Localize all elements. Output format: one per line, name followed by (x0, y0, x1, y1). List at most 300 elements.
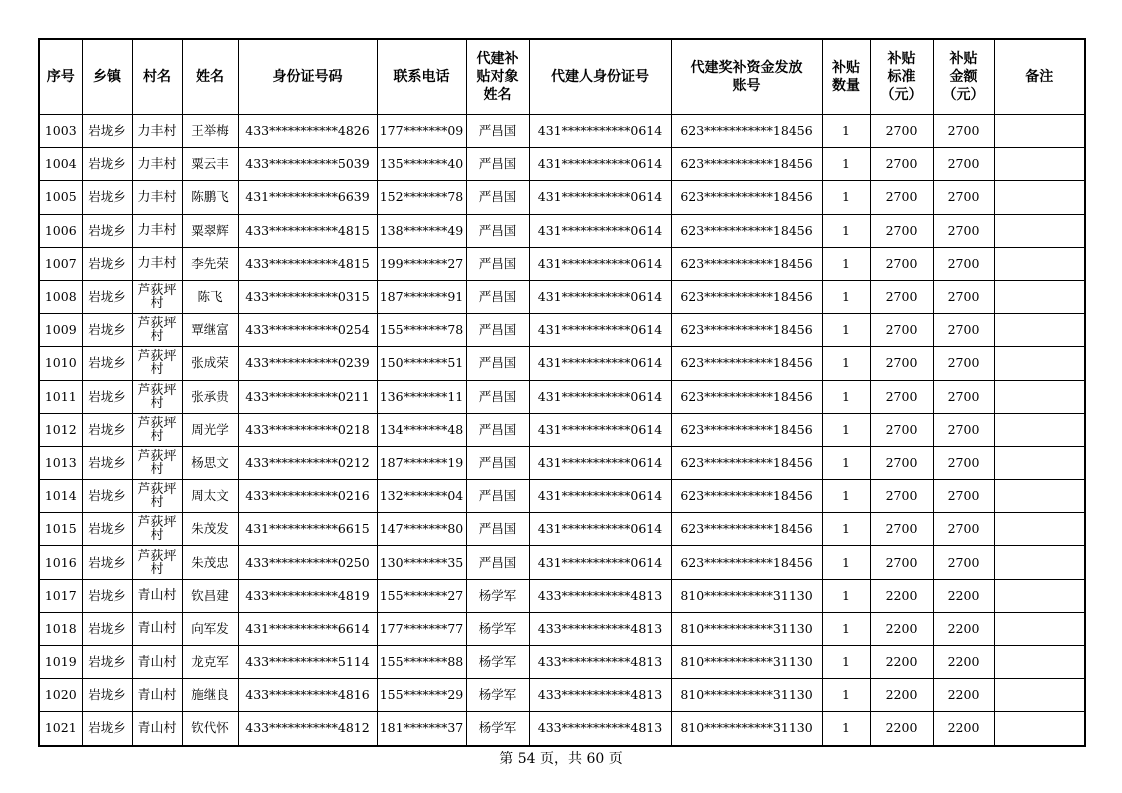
cell-col-builder-id: 433***********4813 (529, 712, 671, 746)
cell-col-phone: 187*******91 (377, 280, 466, 313)
cell-col-builder-id: 431***********0614 (529, 314, 671, 347)
cell-col-standard: 2700 (870, 181, 933, 214)
cell-col-builder-name: 严昌国 (466, 513, 529, 546)
cell-col-id-number: 433***********4816 (238, 679, 377, 712)
cell-col-name: 王举梅 (182, 115, 238, 148)
cell-col-builder-id: 431***********0614 (529, 214, 671, 247)
cell-col-remark (994, 347, 1085, 380)
header-line: 联系电话 (393, 69, 450, 85)
cell-col-phone: 199*******27 (377, 247, 466, 280)
cell-col-account: 623***********18456 (671, 513, 822, 546)
cell-col-id-number: 433***********4815 (238, 214, 377, 247)
cell-col-builder-name: 严昌国 (466, 546, 529, 579)
cell-col-quantity: 1 (822, 679, 870, 712)
cell-col-account: 810***********31130 (671, 646, 822, 679)
cell-col-town: 岩垅乡 (82, 214, 132, 247)
cell-col-account: 810***********31130 (671, 712, 822, 746)
cell-col-builder-id: 431***********0614 (529, 181, 671, 214)
header-line: 代建奖补资金发放 (690, 60, 803, 76)
cell-col-town: 岩垅乡 (82, 646, 132, 679)
cell-col-remark (994, 214, 1085, 247)
table-row (39, 712, 1085, 746)
cell-col-phone: 177*******09 (377, 115, 466, 148)
cell-col-account: 810***********31130 (671, 612, 822, 645)
cell-col-quantity: 1 (822, 480, 870, 513)
header-col-town (82, 39, 132, 115)
cell-col-village: 芦荻坪村 (132, 480, 182, 513)
cell-col-remark (994, 679, 1085, 712)
cell-col-remark (994, 646, 1085, 679)
cell-col-remark (994, 612, 1085, 645)
cell-col-id-number: 433***********5039 (238, 148, 377, 181)
cell-col-seq: 1005 (39, 181, 82, 214)
cell-col-town: 岩垅乡 (82, 579, 132, 612)
table-row (39, 115, 1085, 148)
cell-col-builder-id: 433***********4813 (529, 646, 671, 679)
cell-col-amount: 2700 (933, 247, 994, 280)
cell-col-town: 岩垅乡 (82, 546, 132, 579)
cell-col-quantity: 1 (822, 380, 870, 413)
cell-col-phone: 155*******78 (377, 314, 466, 347)
cell-col-builder-id: 431***********0614 (529, 380, 671, 413)
cell-col-seq: 1003 (39, 115, 82, 148)
cell-col-standard: 2700 (870, 247, 933, 280)
cell-col-builder-id: 433***********4813 (529, 612, 671, 645)
cell-col-account: 623***********18456 (671, 413, 822, 446)
cell-col-standard: 2700 (870, 380, 933, 413)
cell-col-account: 623***********18456 (671, 446, 822, 479)
cell-col-quantity: 1 (822, 314, 870, 347)
table-body (39, 115, 1085, 746)
cell-col-phone: 138*******49 (377, 214, 466, 247)
cell-col-town: 岩垅乡 (82, 679, 132, 712)
cell-col-id-number: 433***********4826 (238, 115, 377, 148)
cell-col-town: 岩垅乡 (82, 612, 132, 645)
header-line: 贴对象 (476, 69, 519, 85)
cell-col-builder-id: 431***********0614 (529, 513, 671, 546)
cell-col-phone: 130*******35 (377, 546, 466, 579)
cell-col-id-number: 433***********0254 (238, 314, 377, 347)
cell-col-builder-name: 严昌国 (466, 413, 529, 446)
cell-col-builder-id: 433***********4813 (529, 579, 671, 612)
cell-col-village: 青山村 (132, 679, 182, 712)
cell-col-quantity: 1 (822, 413, 870, 446)
cell-col-quantity: 1 (822, 579, 870, 612)
table-row (39, 446, 1085, 479)
cell-col-account: 810***********31130 (671, 679, 822, 712)
header-col-amount (933, 39, 994, 115)
header-col-builder-name (466, 39, 529, 115)
table-row (39, 513, 1085, 546)
cell-col-builder-name: 严昌国 (466, 347, 529, 380)
table-row (39, 347, 1085, 380)
header-col-remark (994, 39, 1085, 115)
cell-col-quantity: 1 (822, 646, 870, 679)
table-row (39, 148, 1085, 181)
header-line: 标准 (887, 69, 916, 85)
cell-col-seq: 1007 (39, 247, 82, 280)
table-row (39, 247, 1085, 280)
cell-col-name: 周光学 (182, 413, 238, 446)
cell-col-name: 粟云丰 (182, 148, 238, 181)
cell-col-amount: 2200 (933, 712, 994, 746)
cell-col-phone: 136*******11 (377, 380, 466, 413)
header-line: 账号 (732, 78, 761, 94)
header-col-id-number (238, 39, 377, 115)
cell-col-builder-name: 严昌国 (466, 247, 529, 280)
cell-col-amount: 2700 (933, 513, 994, 546)
cell-col-name: 张成荣 (182, 347, 238, 380)
header-line: （元） (942, 87, 985, 103)
cell-col-seq: 1016 (39, 546, 82, 579)
cell-col-seq: 1006 (39, 214, 82, 247)
header-line: 代建人身份证号 (551, 69, 649, 85)
cell-col-name: 朱茂发 (182, 513, 238, 546)
cell-col-standard: 2700 (870, 280, 933, 313)
cell-col-village: 芦荻坪村 (132, 380, 182, 413)
cell-col-name: 粟翠辉 (182, 214, 238, 247)
cell-col-remark (994, 314, 1085, 347)
cell-col-village: 力丰村 (132, 148, 182, 181)
table-row (39, 546, 1085, 579)
cell-col-amount: 2700 (933, 214, 994, 247)
cell-col-account: 623***********18456 (671, 380, 822, 413)
cell-col-village: 芦荻坪村 (132, 347, 182, 380)
cell-col-id-number: 431***********6615 (238, 513, 377, 546)
cell-col-standard: 2700 (870, 214, 933, 247)
table-row (39, 214, 1085, 247)
page-footer: 第 54 页，共 60 页 (499, 751, 623, 767)
cell-col-quantity: 1 (822, 181, 870, 214)
cell-col-id-number: 433***********0212 (238, 446, 377, 479)
cell-col-village: 青山村 (132, 579, 182, 612)
cell-col-town: 岩垅乡 (82, 115, 132, 148)
cell-col-account: 623***********18456 (671, 115, 822, 148)
cell-col-builder-name: 严昌国 (466, 446, 529, 479)
cell-col-id-number: 433***********5114 (238, 646, 377, 679)
cell-col-village: 力丰村 (132, 247, 182, 280)
cell-col-id-number: 431***********6614 (238, 612, 377, 645)
cell-col-seq: 1013 (39, 446, 82, 479)
cell-col-standard: 2200 (870, 712, 933, 746)
cell-col-name: 张承贵 (182, 380, 238, 413)
cell-col-remark (994, 380, 1085, 413)
cell-col-town: 岩垅乡 (82, 148, 132, 181)
cell-col-name: 覃继富 (182, 314, 238, 347)
cell-col-seq: 1011 (39, 380, 82, 413)
cell-col-name: 陈飞 (182, 280, 238, 313)
cell-col-quantity: 1 (822, 546, 870, 579)
cell-col-builder-name: 严昌国 (466, 115, 529, 148)
cell-col-builder-id: 431***********0614 (529, 413, 671, 446)
cell-col-town: 岩垅乡 (82, 181, 132, 214)
cell-col-builder-name: 严昌国 (466, 280, 529, 313)
cell-col-village: 力丰村 (132, 214, 182, 247)
cell-col-town: 岩垅乡 (82, 413, 132, 446)
cell-col-remark (994, 280, 1085, 313)
cell-col-seq: 1008 (39, 280, 82, 313)
cell-col-village: 青山村 (132, 646, 182, 679)
cell-col-id-number: 433***********0239 (238, 347, 377, 380)
cell-col-phone: 177*******77 (377, 612, 466, 645)
cell-col-id-number: 433***********0315 (238, 280, 377, 313)
cell-col-builder-name: 杨学军 (466, 612, 529, 645)
cell-col-amount: 2700 (933, 380, 994, 413)
cell-col-amount: 2200 (933, 579, 994, 612)
cell-col-remark (994, 181, 1085, 214)
cell-col-phone: 132*******04 (377, 480, 466, 513)
cell-col-builder-name: 杨学军 (466, 712, 529, 746)
cell-col-builder-id: 431***********0614 (529, 446, 671, 479)
cell-col-account: 623***********18456 (671, 247, 822, 280)
header-line: 姓名 (483, 87, 512, 103)
cell-col-name: 施继良 (182, 679, 238, 712)
cell-col-village: 芦荻坪村 (132, 546, 182, 579)
cell-col-seq: 1012 (39, 413, 82, 446)
table-row (39, 314, 1085, 347)
cell-col-town: 岩垅乡 (82, 480, 132, 513)
cell-col-account: 810***********31130 (671, 579, 822, 612)
cell-col-remark (994, 579, 1085, 612)
cell-col-village: 芦荻坪村 (132, 314, 182, 347)
cell-col-builder-name: 杨学军 (466, 679, 529, 712)
table-row (39, 181, 1085, 214)
cell-col-standard: 2700 (870, 513, 933, 546)
header-line: 代建补 (476, 51, 519, 67)
cell-col-standard: 2700 (870, 314, 933, 347)
cell-col-village: 青山村 (132, 712, 182, 746)
header-line: 身份证号码 (272, 69, 343, 85)
cell-col-standard: 2200 (870, 679, 933, 712)
cell-col-village: 芦荻坪村 (132, 280, 182, 313)
cell-col-amount: 2700 (933, 181, 994, 214)
cell-col-name: 向军发 (182, 612, 238, 645)
cell-col-quantity: 1 (822, 612, 870, 645)
cell-col-remark (994, 115, 1085, 148)
cell-col-quantity: 1 (822, 280, 870, 313)
cell-col-name: 钦昌建 (182, 579, 238, 612)
cell-col-amount: 2200 (933, 646, 994, 679)
cell-col-phone: 187*******19 (377, 446, 466, 479)
header-line: 序号 (46, 69, 75, 85)
cell-col-standard: 2700 (870, 546, 933, 579)
header-col-name (182, 39, 238, 115)
cell-col-quantity: 1 (822, 712, 870, 746)
header-line: 补贴 (949, 51, 978, 67)
cell-col-phone: 155*******29 (377, 679, 466, 712)
cell-col-builder-id: 433***********4813 (529, 679, 671, 712)
cell-col-remark (994, 446, 1085, 479)
cell-col-remark (994, 413, 1085, 446)
cell-col-builder-id: 431***********0614 (529, 247, 671, 280)
cell-col-seq: 1017 (39, 579, 82, 612)
cell-col-town: 岩垅乡 (82, 712, 132, 746)
cell-col-id-number: 433***********0211 (238, 380, 377, 413)
cell-col-builder-name: 严昌国 (466, 480, 529, 513)
cell-col-id-number: 433***********0250 (238, 546, 377, 579)
cell-col-village: 芦荻坪村 (132, 513, 182, 546)
cell-col-builder-id: 431***********0614 (529, 546, 671, 579)
cell-col-name: 周太文 (182, 480, 238, 513)
cell-col-amount: 2700 (933, 115, 994, 148)
header-col-village (132, 39, 182, 115)
cell-col-account: 623***********18456 (671, 347, 822, 380)
table-row (39, 679, 1085, 712)
cell-col-phone: 150*******51 (377, 347, 466, 380)
cell-col-seq: 1021 (39, 712, 82, 746)
cell-col-town: 岩垅乡 (82, 446, 132, 479)
cell-col-quantity: 1 (822, 148, 870, 181)
cell-col-standard: 2200 (870, 579, 933, 612)
cell-col-seq: 1015 (39, 513, 82, 546)
cell-col-seq: 1004 (39, 148, 82, 181)
cell-col-phone: 181*******37 (377, 712, 466, 746)
cell-col-village: 青山村 (132, 612, 182, 645)
cell-col-amount: 2200 (933, 679, 994, 712)
table-row (39, 280, 1085, 313)
cell-col-account: 623***********18456 (671, 214, 822, 247)
cell-col-town: 岩垅乡 (82, 347, 132, 380)
cell-col-name: 钦代怀 (182, 712, 238, 746)
cell-col-remark (994, 480, 1085, 513)
table-row (39, 646, 1085, 679)
cell-col-account: 623***********18456 (671, 181, 822, 214)
cell-col-id-number: 431***********6639 (238, 181, 377, 214)
cell-col-quantity: 1 (822, 446, 870, 479)
cell-col-id-number: 433***********0216 (238, 480, 377, 513)
cell-col-builder-name: 杨学军 (466, 646, 529, 679)
cell-col-phone: 155*******27 (377, 579, 466, 612)
cell-col-remark (994, 712, 1085, 746)
cell-col-standard: 2700 (870, 347, 933, 380)
cell-col-builder-name: 严昌国 (466, 181, 529, 214)
cell-col-amount: 2700 (933, 280, 994, 313)
cell-col-village: 力丰村 (132, 115, 182, 148)
header-line: （元） (880, 87, 923, 103)
header-col-phone (377, 39, 466, 115)
cell-col-account: 623***********18456 (671, 148, 822, 181)
cell-col-quantity: 1 (822, 115, 870, 148)
cell-col-amount: 2700 (933, 480, 994, 513)
cell-col-phone: 147*******80 (377, 513, 466, 546)
subsidy-table (38, 38, 1086, 747)
cell-col-remark (994, 546, 1085, 579)
cell-col-phone: 134*******48 (377, 413, 466, 446)
table-header-row (39, 39, 1085, 115)
cell-col-town: 岩垅乡 (82, 314, 132, 347)
cell-col-name: 杨思文 (182, 446, 238, 479)
cell-col-standard: 2700 (870, 446, 933, 479)
cell-col-phone: 155*******88 (377, 646, 466, 679)
cell-col-builder-name: 杨学军 (466, 579, 529, 612)
cell-col-seq: 1020 (39, 679, 82, 712)
header-line: 补贴 (887, 51, 916, 67)
cell-col-town: 岩垅乡 (82, 513, 132, 546)
cell-col-standard: 2700 (870, 480, 933, 513)
cell-col-builder-id: 431***********0614 (529, 480, 671, 513)
cell-col-id-number: 433***********4815 (238, 247, 377, 280)
table-row (39, 380, 1085, 413)
cell-col-name: 龙克军 (182, 646, 238, 679)
cell-col-village: 芦荻坪村 (132, 413, 182, 446)
cell-col-standard: 2700 (870, 115, 933, 148)
header-col-account (671, 39, 822, 115)
cell-col-seq: 1009 (39, 314, 82, 347)
cell-col-remark (994, 148, 1085, 181)
cell-col-seq: 1010 (39, 347, 82, 380)
cell-col-account: 623***********18456 (671, 546, 822, 579)
cell-col-amount: 2200 (933, 612, 994, 645)
cell-col-name: 朱茂忠 (182, 546, 238, 579)
cell-col-town: 岩垅乡 (82, 380, 132, 413)
cell-col-builder-name: 严昌国 (466, 214, 529, 247)
cell-col-builder-id: 431***********0614 (529, 347, 671, 380)
cell-col-town: 岩垅乡 (82, 280, 132, 313)
cell-col-town: 岩垅乡 (82, 247, 132, 280)
cell-col-amount: 2700 (933, 446, 994, 479)
cell-col-builder-name: 严昌国 (466, 380, 529, 413)
cell-col-account: 623***********18456 (671, 314, 822, 347)
cell-col-builder-name: 严昌国 (466, 314, 529, 347)
header-col-builder-id (529, 39, 671, 115)
header-line: 数量 (832, 78, 860, 94)
cell-col-amount: 2700 (933, 148, 994, 181)
cell-col-quantity: 1 (822, 214, 870, 247)
cell-col-amount: 2700 (933, 546, 994, 579)
cell-col-id-number: 433***********0218 (238, 413, 377, 446)
cell-col-remark (994, 247, 1085, 280)
cell-col-quantity: 1 (822, 247, 870, 280)
cell-col-name: 陈鹏飞 (182, 181, 238, 214)
cell-col-standard: 2200 (870, 646, 933, 679)
cell-col-quantity: 1 (822, 347, 870, 380)
cell-col-amount: 2700 (933, 347, 994, 380)
cell-col-name: 李先荣 (182, 247, 238, 280)
cell-col-builder-name: 严昌国 (466, 148, 529, 181)
cell-col-account: 623***********18456 (671, 280, 822, 313)
cell-col-builder-id: 431***********0614 (529, 148, 671, 181)
cell-col-quantity: 1 (822, 513, 870, 546)
header-line: 补贴 (832, 60, 860, 76)
cell-col-builder-id: 431***********0614 (529, 115, 671, 148)
cell-col-remark (994, 513, 1085, 546)
cell-col-amount: 2700 (933, 413, 994, 446)
cell-col-seq: 1014 (39, 480, 82, 513)
table-row (39, 579, 1085, 612)
cell-col-account: 623***********18456 (671, 480, 822, 513)
header-line: 姓名 (196, 69, 224, 85)
cell-col-amount: 2700 (933, 314, 994, 347)
table-row (39, 480, 1085, 513)
cell-col-phone: 152*******78 (377, 181, 466, 214)
header-col-seq (39, 39, 82, 115)
cell-col-standard: 2200 (870, 612, 933, 645)
table-row (39, 612, 1085, 645)
header-line: 乡镇 (93, 69, 121, 85)
cell-col-seq: 1019 (39, 646, 82, 679)
cell-col-standard: 2700 (870, 413, 933, 446)
header-line: 备注 (1025, 69, 1054, 85)
cell-col-village: 力丰村 (132, 181, 182, 214)
cell-col-phone: 135*******40 (377, 148, 466, 181)
header-col-quantity (822, 39, 870, 115)
table-row (39, 413, 1085, 446)
header-col-standard (870, 39, 933, 115)
cell-col-id-number: 433***********4812 (238, 712, 377, 746)
header-line: 村名 (143, 69, 171, 85)
cell-col-standard: 2700 (870, 148, 933, 181)
cell-col-village: 芦荻坪村 (132, 446, 182, 479)
